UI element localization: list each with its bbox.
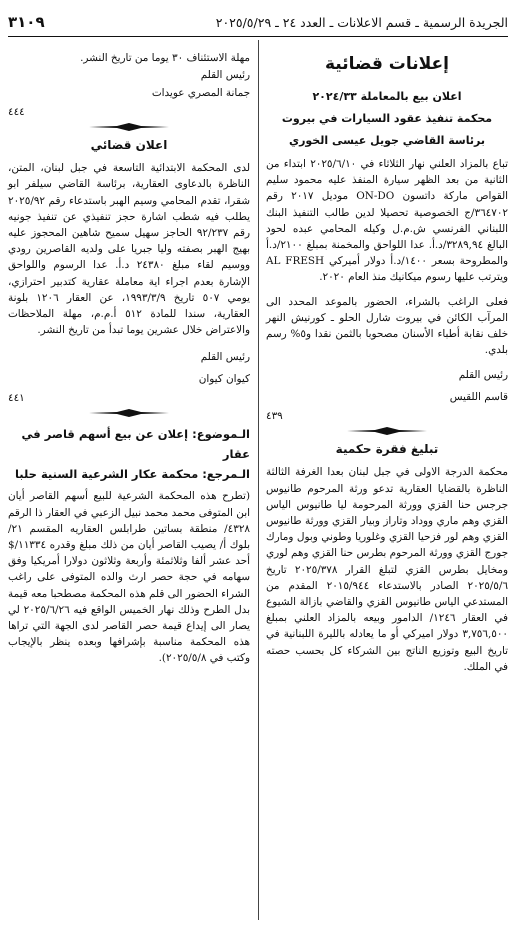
column-divider-rule <box>258 40 259 920</box>
gazette-title: الجريدة الرسمية ـ قسم الاعلانات ـ العدد ٢٤ ـ ٢٠٢٥/٥/٢٩ <box>215 14 508 30</box>
ornament-divider <box>89 408 169 418</box>
ad1-signature-name: قاسم اللقيس <box>449 391 508 404</box>
ad1-body-1: تباع بالمزاد العلني نهار الثلاثاء في ٢٠٢٥/٦/١٠ ابتداء من الثانية من بعد الظهر سيارة المنفذ عليه محمود سليم القواص ماركة داتسون ON-DO موديل ٢٠١٧ رقم ٣٦٤٧٠٢/ج الخصوصية تحصيلا لدين طالب التنفيذ البنك اللبناني الفرنسي ش.م.ل وكيله المحامي عبده لحود البالغ ٣٢٨٩,٩٤/د.أ. عدا اللواحق والمخمنة بمبلغ ٢١٠٠/د.أ والمطروحة بسعر ١٤٠٠/د.أ دولار أميركي AL FRESH ويترتب عليها رسوم ميكانيك منذ العام ٢٠٢٠. <box>266 158 509 284</box>
left-column <box>8 42 250 667</box>
ad3-number: ٤٤١ <box>8 392 25 405</box>
ad3-signature-name: كيوان كيوان <box>198 373 250 386</box>
ad1-presiding: برئاسة القاضي جويل عيسى الخوري <box>289 134 485 147</box>
ad1-title: اعلان بيع بالمعاملة ٢٠٢٤/٣٣ <box>312 90 462 103</box>
continuation-number: ٤٤٤ <box>8 106 25 119</box>
right-column <box>266 42 508 675</box>
continuation-signature-name: جمانة المصري عويدات <box>151 87 250 100</box>
ad3-body: لدى المحكمة الابتدائية التاسعة في جبل لبنان، المتن، الناظرة بالدعاوى العقارية، برئاسة القاضي سيلفر ابو شقرا، تقدم المحامي وسيم الهبر باستدعاء رقم ٢٠٢٥/٩٢ يطلب فيه شطب اشارة حجز تنفيذي عن تنفيذ جونيه رقم ٩٢/٢٣٧ الحاجز سهيل سميح شاهين المحجوز عليه بهيج الهبر بصفته وليا جبريا على ولديه القاصرين رودي ووسيم لقاء مبلغ ٢٤٣٨٠ د.أ. عدا الرسوم واللواحق الإشارة بعدم اجراء اية معاملة عقارية كتدبير احترازي، يومي ٥٠٧ تاريخ ١٩٩٣/٣/٩، عن العقار ١٢٠٦ بلونة العقارية، سندا للمادة ٥١٢ أ.م.م، مهلة الملاحظات والاعتراض خلال عشرين يوما تبدأ من تاريخ النشر. <box>8 162 251 337</box>
ad3-signature-title: رئيس القلم <box>200 351 250 364</box>
page-header <box>8 10 508 34</box>
ornament-divider <box>347 426 427 436</box>
header-rule <box>8 36 508 37</box>
ad1-court: محكمة تنفيذ عقود السيارات في بيروت <box>281 112 493 125</box>
page-number: ٣١٠٩ <box>8 13 45 31</box>
ad3-title: اعلان قضائي <box>90 138 168 153</box>
ad2-body: محكمة الدرجة الاولى في جبل لبنان بعدا الغرفة الثالثة الناظرة بالقضايا العقارية تدعو ورثة المرحوم طانيوس جرجس حنا القزي وورثة المرحومة ليا طانيوس الياس القزي وهم ماري ووداد وتاراز وبيار القزي وورثة طانيوس القزي وهم لور فزحيا القزي وغلوريا وطوني وبول ومارك جورج القزي وورثة المرحوم بطرس حنا القزي وهم لوري ومخايل بطرس القزي لتبلغ القرار ٢٠٢٥/٣٧٨ تاريخ ٢٠٢٥/٥/٦ الصادر بالاستدعاء ٢٠١٥/٩٤٤ المقدم من المستدعي الياس طانيوس القزي والقاضي بازالة الشيوع في العقار ١٢٤٦/ الدامور وبيعه بالمزاد العلني بمبلغ ٣,٧٥٦,٥٠٠ دولار اميركي أو ما يعادله بالليرة اللبنانية في تاريخ البيع وتوزيع الناتج بين الشركاء كل بحسب حصته في الملك. <box>266 466 508 673</box>
section-title: إعلانات قضائية <box>324 54 449 74</box>
continuation-text: مهلة الاستئناف ٣٠ يوما من تاريخ النشر. <box>80 52 250 64</box>
ad1-body-2: فعلى الراغب بالشراء، الحضور بالموعد المحدد الى المرآب الكائن في بيروت شارل الحلو ـ كورنيش النهر خلف نقابة أطباء الأسنان مصحوبا بالثمن نقدا و٥% رسم بلدي. <box>266 295 508 357</box>
ad2-title: تبليغ فقرة حكمية <box>335 442 439 457</box>
ornament-divider <box>89 122 169 132</box>
ad1-number: ٤٣٩ <box>266 410 283 423</box>
ad4-subject: الـموضوع: إعلان عن بيع أسهم قاصر في عقار <box>21 427 250 462</box>
ad4-reference: الـمرجع: محكمة عكار الشرعية السنية حلبا <box>14 467 250 482</box>
ad4-body: (تطرح هذه المحكمة الشرعية للبيع أسهم القاصر أيان ابن المتوفى محمد محمد نبيل الزعبي في العقار ذا الرقم ٤٣٢٨/ منطقة بساتين طرابلس العقاريه المقسم ٢١/ بلوك أ/ يصيب القاصر أيان من ذلك مبلغ وقدره ١١٣٣٤/$ أحد عشر ألفا وثلاثمئة وأربعة وثلاثون دولارا أمريكيا وفق سهامه في حجة حصر ارث والده المتوفى على راغب الشراء الحضور الى قلم هذه المحكمة مصطحبا معه قيمة بدل الطرح وذلك نهار الخميس الواقع فيه ٢٠٢٥/٦/٢٦ لي يصار الى إيداع قيمة حصر القاصر لدى الجهة التي تراها هذه المحكمة مناسبة بإشرافها وبعده ينظر بالإيجاب وكتب في ٢٠٢٥/٥/٨). <box>8 490 250 665</box>
ad1-signature-title: رئيس القلم <box>458 369 508 382</box>
continuation-signature-title: رئيس القلم <box>200 69 250 82</box>
